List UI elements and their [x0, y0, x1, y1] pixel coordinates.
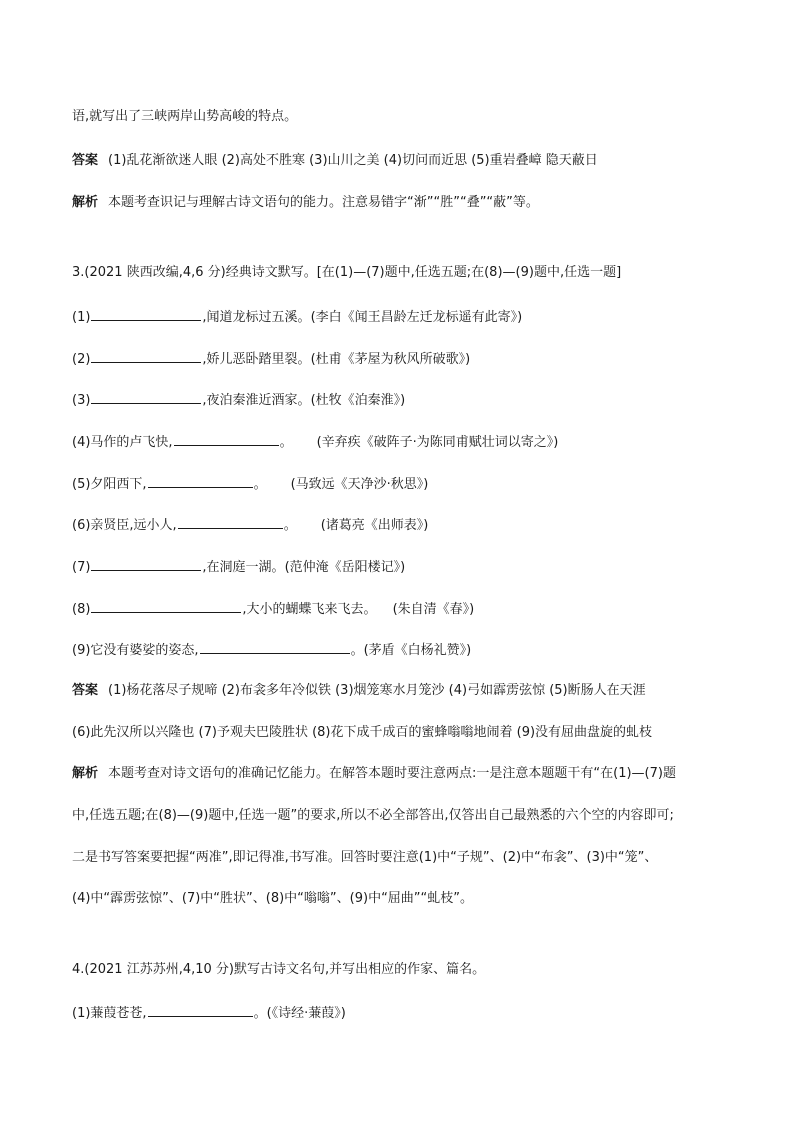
item-suffix: 。 [253, 477, 267, 492]
question-heading: 4.(2021 江苏苏州,4,10 分)默写古诗文名句,并写出相应的作家、篇名。 [72, 962, 486, 977]
answer-label: 答案 [72, 153, 99, 168]
q3-heading [72, 264, 621, 282]
q3-item-8 [72, 599, 474, 619]
answer-blank[interactable] [148, 1003, 253, 1017]
item-suffix: 。 [279, 435, 293, 450]
question-heading: 3.(2021 陕西改编,4,6 分)经典诗文默写。[在(1)—(7)题中,任选五题;在(8)—(9)题中,任选一题] [72, 265, 622, 280]
item-prefix: (3) [72, 393, 91, 408]
q3-item-3 [72, 390, 405, 410]
item-source: (范仲淹《岳阳楼记》) [284, 560, 406, 575]
q3-item-9 [72, 640, 471, 660]
answer-blank[interactable] [91, 349, 201, 363]
answer-blank[interactable] [200, 640, 350, 654]
item-source: (辛弃疾《破阵子·为陈同甫赋壮词以寄之》) [316, 435, 559, 450]
analysis-label: 解析 [72, 766, 99, 781]
item-source: (李白《闻王昌龄左迁龙标遥有此寄》) [310, 310, 523, 325]
q3-item-2 [72, 349, 470, 369]
answer-blank[interactable] [91, 390, 201, 404]
item-prefix: (1)蒹葭苍苍, [72, 1006, 147, 1021]
q3-analysis-line-4 [72, 890, 473, 908]
q2-analysis [72, 194, 539, 212]
item-source: (茅盾《白杨礼赞》) [363, 643, 472, 658]
q3-analysis-line-1 [72, 765, 676, 783]
analysis-text: 本题考查对诗文语句的准确记忆能力。在解答本题时要注意两点:一是注意本题题干有“在(1)—(7)题 [108, 766, 676, 781]
answer-text: (6)此先汉所以兴隆也 (7)予观夫巴陵胜状 (8)花下成千成百的蜜蜂嗡嗡地闹着 (9)没有屈曲盘旋的虬枝 [72, 725, 653, 740]
item-source: (朱自清《春》) [392, 602, 475, 617]
item-suffix: 。 [283, 518, 297, 533]
analysis-text: 二是书写答案要把握“两准”,即记得准,书写准。回答时要注意(1)中“子规”、(2)中“布衾”、(3)中“笼”、 [72, 850, 658, 865]
item-prefix: (9)它没有婆娑的姿态, [72, 643, 199, 658]
q3-item-4 [72, 432, 558, 452]
item-prefix: (6)亲贤臣,远小人, [72, 518, 177, 533]
item-suffix: 。 [350, 643, 364, 658]
item-prefix: (4)马作的卢飞快, [72, 435, 173, 450]
item-suffix: ,大小的蝴蝶飞来飞去。 [242, 602, 377, 617]
analysis-text: 本题考查识记与理解古诗文语句的能力。注意易错字“渐”“胜”“叠”“蔽”等。 [108, 195, 539, 210]
item-source: (杜甫《茅屋为秋风所破歌》) [310, 352, 471, 367]
answer-blank[interactable] [91, 557, 201, 571]
item-suffix: ,娇儿恶卧踏里裂。 [202, 352, 311, 367]
answer-blank[interactable] [91, 307, 201, 321]
item-prefix: (1) [72, 310, 91, 325]
answer-blank[interactable] [178, 515, 283, 529]
q3-analysis-line-2 [72, 807, 674, 825]
item-prefix: (8) [72, 602, 91, 617]
item-source: (马致远《天净沙·秋思》) [290, 477, 429, 492]
q4-item-1 [72, 1003, 346, 1023]
item-suffix: ,闻道龙标过五溪。 [202, 310, 311, 325]
analysis-text: 中,任选五题;在(8)—(9)题中,任选一题”的要求,所以不必全部答出,仅答出自己最熟悉的六个空的内容即可; [72, 808, 674, 823]
item-prefix: (5)夕阳西下, [72, 477, 147, 492]
answer-label: 答案 [72, 683, 99, 698]
q3-analysis-line-3 [72, 849, 657, 867]
q3-item-1 [72, 307, 522, 327]
q2-answer [72, 152, 598, 170]
continuation-sentence: 语,就写出了三峡两岸山势高峻的特点。 [72, 109, 298, 124]
q3-answer-line-2 [72, 724, 652, 742]
item-source: (杜牧《泊秦淮》) [310, 393, 406, 408]
answer-text: (1)乱花渐欲迷人眼 (2)高处不胜寒 (3)山川之美 (4)切问而近思 (5)重岩叠嶂 隐天蔽日 [108, 153, 598, 168]
q3-item-7 [72, 557, 405, 577]
answer-blank[interactable] [148, 474, 253, 488]
answer-blank[interactable] [91, 599, 241, 613]
q3-answer-line-1 [72, 682, 646, 700]
item-prefix: (7) [72, 560, 91, 575]
continuation-text [72, 108, 297, 126]
item-suffix: ,在洞庭一湖。 [202, 560, 285, 575]
q3-item-6 [72, 515, 428, 535]
item-suffix: ,夜泊秦淮近酒家。 [202, 393, 311, 408]
item-suffix: 。(《诗经·蒹葭》) [253, 1006, 346, 1021]
item-source: (诸葛亮《出师表》) [320, 518, 429, 533]
answer-text: (1)杨花落尽子规啼 (2)布衾多年冷似铁 (3)烟笼寒水月笼沙 (4)弓如霹雳弦惊 (5)断肠人在天涯 [108, 683, 646, 698]
analysis-label: 解析 [72, 195, 99, 210]
analysis-text: (4)中“霹雳弦惊”、(7)中“胜状”、(8)中“嗡嗡”、(9)中“屈曲”“虬枝”。 [72, 891, 474, 906]
answer-blank[interactable] [174, 432, 279, 446]
q3-item-5 [72, 474, 428, 494]
item-prefix: (2) [72, 352, 91, 367]
q4-heading [72, 961, 485, 979]
